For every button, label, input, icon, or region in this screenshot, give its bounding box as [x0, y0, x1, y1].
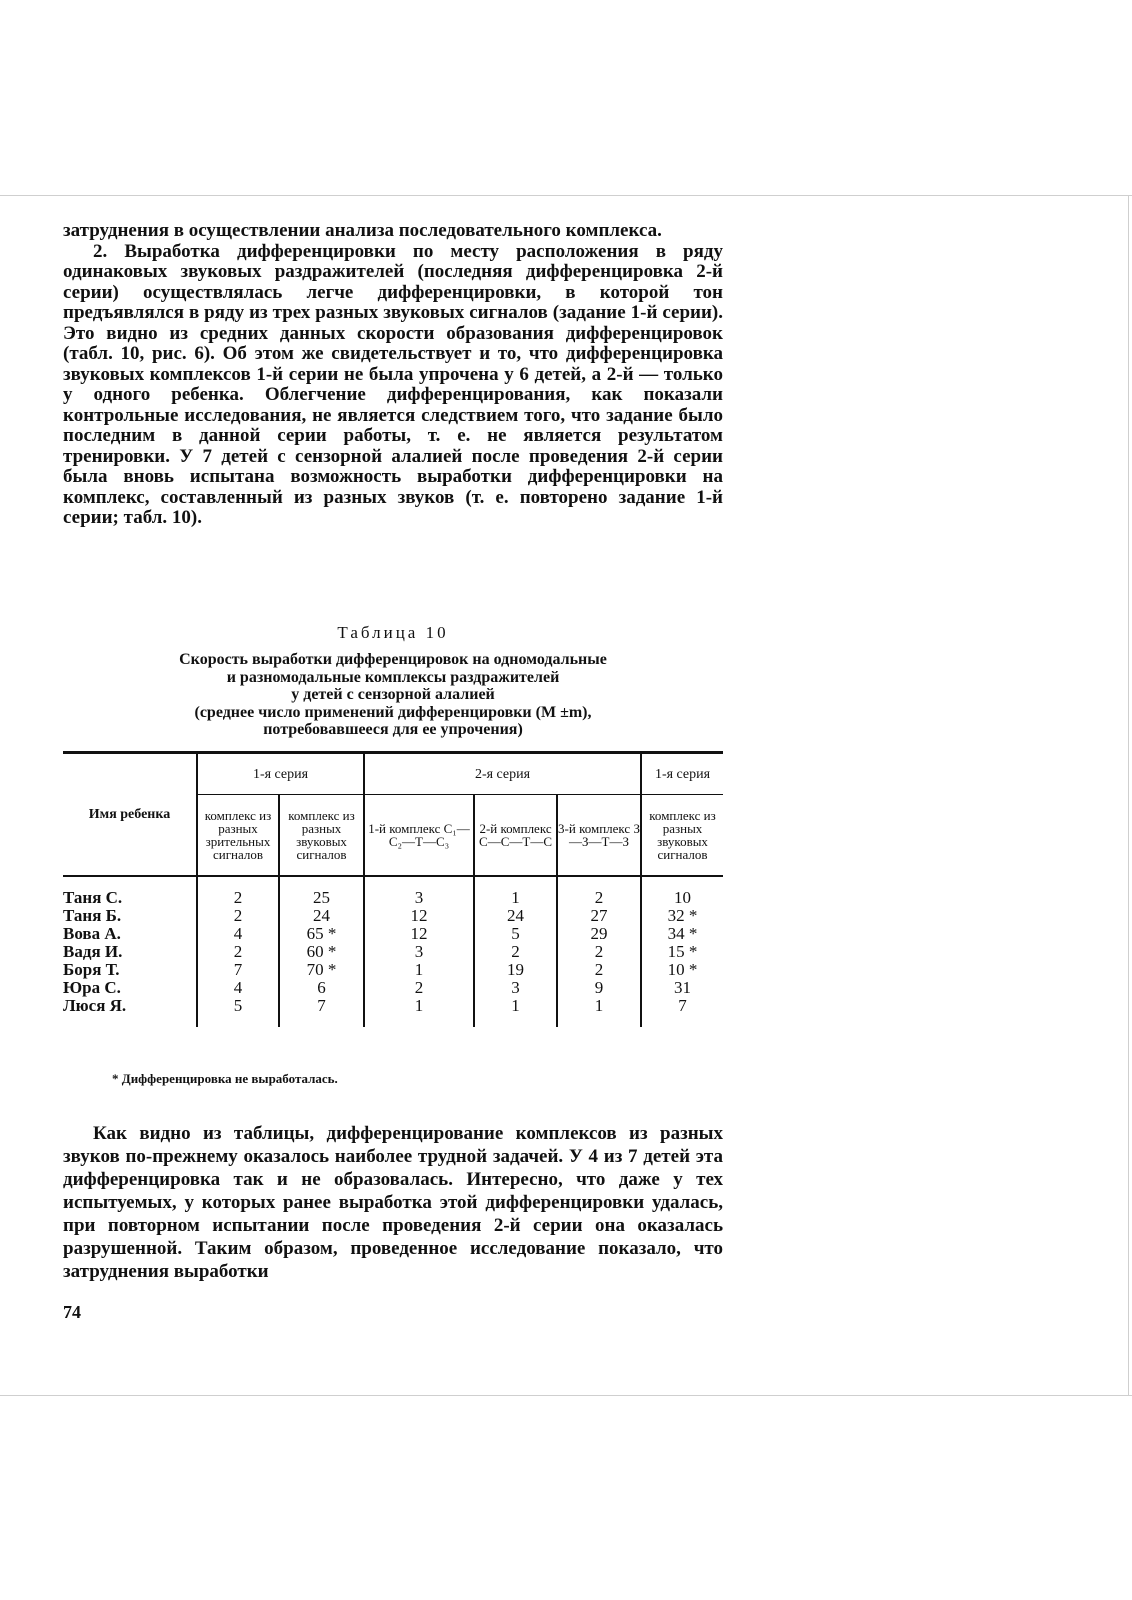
table-cell: 1 — [474, 876, 557, 907]
caption-line: потребовавшееся для ее упрочения) — [263, 721, 523, 738]
table-cell: 1 — [474, 997, 557, 1027]
column-header: комплекс из разных звуковых сигналов — [279, 795, 364, 877]
table-cell: 60 * — [279, 943, 364, 961]
column-header: 2-й комплекс С—С—Т—С — [474, 795, 557, 877]
table-cell: 24 — [279, 907, 364, 925]
child-name: Вова А. — [63, 924, 121, 943]
page-top-edge — [0, 195, 1132, 196]
table-cell: 12 — [364, 925, 474, 943]
table-cell: 2 — [557, 876, 641, 907]
table-row — [63, 979, 723, 997]
child-name: Таня Б. — [63, 906, 122, 925]
table-cell: 7 — [197, 961, 279, 979]
table-cell: 24 — [474, 907, 557, 925]
table-cell: 6 — [279, 979, 364, 997]
child-name: Таня С. — [63, 888, 123, 907]
table-cell: 70 * — [279, 961, 364, 979]
table-cell: 2 — [197, 907, 279, 925]
table-cell: 7 — [641, 997, 723, 1027]
column-header: комплекс из разных зрительных сигналов — [197, 795, 279, 877]
paragraph-1: затруднения в осуществлении анализа последовательного комплекса. — [63, 220, 662, 241]
table-cell: 2 — [364, 979, 474, 997]
table-cell: 34 * — [641, 925, 723, 943]
table-cell: 3 — [364, 943, 474, 961]
table-label: Таблица 10 — [337, 623, 449, 642]
caption-line: Скорость выработки дифференцировок на одномодальные — [179, 651, 607, 668]
table-row — [63, 876, 723, 907]
table-cell: 19 — [474, 961, 557, 979]
caption-line: (среднее число применений дифференцировки (M ±m), — [194, 703, 592, 721]
table-cell: 65 * — [279, 925, 364, 943]
name-column-header: Имя ребенка — [63, 753, 197, 877]
table-cell: 5 — [197, 997, 279, 1027]
table-cell: 1 — [364, 961, 474, 979]
table-row — [63, 907, 723, 925]
table-cell: 4 — [197, 979, 279, 997]
column-header: 3-й комплекс З—З—Т—З — [557, 795, 641, 877]
top-text-block — [63, 221, 723, 529]
series-header: 2-я серия — [364, 753, 641, 795]
table-cell: 10 — [641, 876, 723, 907]
table-cell: 3 — [364, 876, 474, 907]
page-right-edge — [1128, 195, 1129, 1395]
bottom-paragraph: Как видно из таблицы, дифференцирование комплексов из разных звуков по-прежнему оказалось наиболее трудной задачей. У 4 из 7 детей эта дифференцировка так и не образовалась. Интересно, что даже у тех испытуемых, у которых ранее выработка этой дифференцировки удалась, при повторном испытании после проведения 2-й серии она оказалась разрушенной. Таким образом, проведенное исследование показало, что затруднения выработки — [63, 1123, 723, 1282]
child-name: Люся Я. — [63, 996, 127, 1015]
page-bottom-edge — [0, 1395, 1132, 1396]
table-cell: 2 — [557, 943, 641, 961]
table-cell: 1 — [364, 997, 474, 1027]
table-cell: 31 — [641, 979, 723, 997]
table-cell: 2 — [474, 943, 557, 961]
table-cell: 2 — [557, 961, 641, 979]
table-cell: 9 — [557, 979, 641, 997]
page-number: 74 — [63, 1302, 81, 1322]
table-cell: 12 — [364, 907, 474, 925]
table-row — [63, 943, 723, 961]
column-header: 1-й комплекс С₁—С₂—Т—С₃ — [364, 795, 474, 877]
table-cell: 1 — [557, 997, 641, 1027]
table-cell: 3 — [474, 979, 557, 997]
table-footnote: * Дифференцировка не выработалась. — [112, 1071, 338, 1086]
table-cell: 25 — [279, 876, 364, 907]
table-cell: 29 — [557, 925, 641, 943]
child-name: Вадя И. — [63, 942, 123, 961]
series-header: 1-я серия — [197, 753, 364, 795]
table-cell: 2 — [197, 943, 279, 961]
table-cell: 32 * — [641, 907, 723, 925]
table-cell: 27 — [557, 907, 641, 925]
table-row — [63, 997, 723, 1027]
table-cell: 2 — [197, 876, 279, 907]
table-cell: 4 — [197, 925, 279, 943]
table-row — [63, 961, 723, 979]
paragraph-2: 2. Выработка дифференцировки по месту расположения в ряду одинаковых звуковых раздражителей (последняя дифференцировка 2-й серии) осуществлялась легче дифференцировки, в которой тон предъявлялся в ряду из трех разных звуковых сигналов (задание 1-й серии). Это видно из средних данных скорости образования дифференцировок (табл. 10, рис. 6). Об этом же свидетельствует и то, что дифференцировка звуковых комплексов 1-й серии не была упрочена у 6 детей, а 2-й — только у одного ребенка. Облегчение дифференцирования, как показали контрольные исследования, не является следствием того, что задание было последним в данной серии работы, т. е. не является результатом тренировки. У 7 детей с сензорной алалией после проведения 2-й серии была вновь испытана возможность выработки дифференцировки на комплекс, составленный из разных звуков (т. е. повторено задание 1-й серии; табл. 10). — [63, 240, 723, 528]
table-cell: 5 — [474, 925, 557, 943]
table-cell: 10 * — [641, 961, 723, 979]
table-caption — [63, 651, 723, 739]
table-cell: 7 — [279, 997, 364, 1027]
series-header: 1-я серия — [641, 753, 723, 795]
caption-line: и разномодальные комплексы раздражителей — [226, 668, 560, 686]
column-header: комплекс из разных звуковых сигналов — [641, 795, 723, 877]
caption-line: у детей с сензорной алалией — [291, 686, 495, 703]
data-table — [63, 751, 723, 1027]
table-row — [63, 925, 723, 943]
child-name: Юра С. — [63, 978, 121, 997]
table-cell: 15 * — [641, 943, 723, 961]
child-name: Боря Т. — [63, 960, 120, 979]
